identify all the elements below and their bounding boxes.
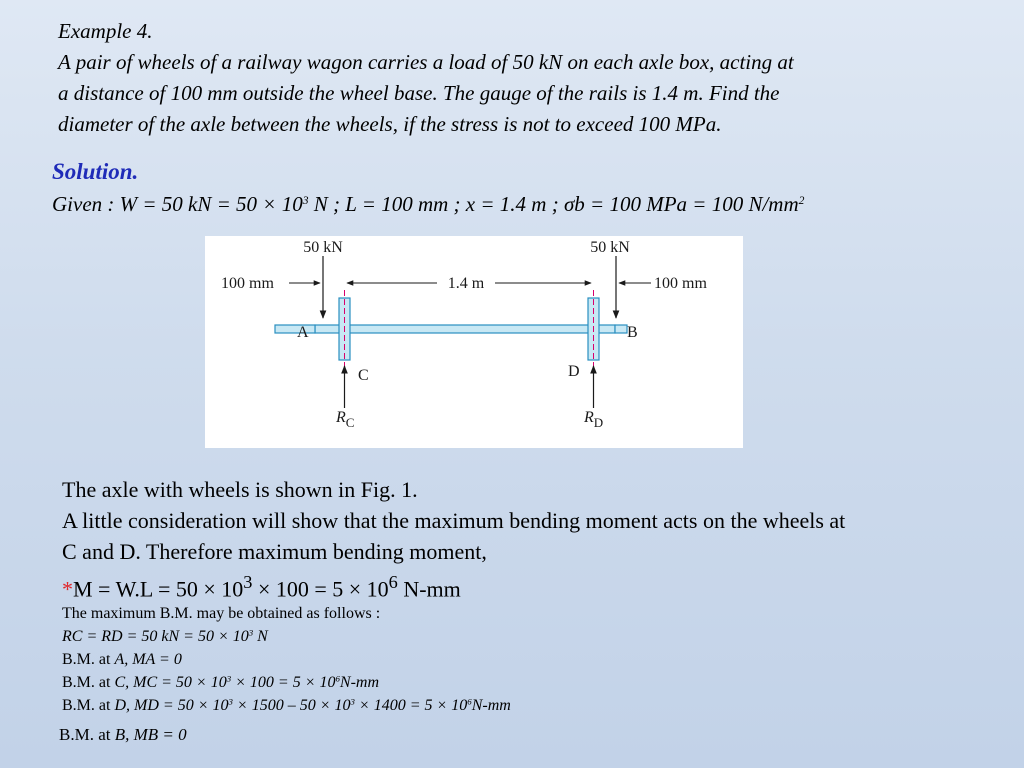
axle-box-a [275, 325, 315, 333]
label-point-b: B [627, 324, 638, 341]
bm-derivation [62, 602, 511, 717]
para-line-3: C and D. Therefore maximum bending moment, [62, 539, 487, 564]
bm-b-expr: B, MB = 0 [114, 725, 187, 744]
bm-d-label: B.M. at [62, 697, 115, 714]
bm-a-expr: A, MA = 0 [114, 651, 182, 668]
md-exp-3: 6 [467, 696, 472, 707]
md-exp-2: 3 [350, 696, 355, 707]
md-mid-1: × 1500 – 50 × 10 [232, 697, 351, 714]
reaction-d-sub: D [593, 415, 604, 430]
para-line-1: The axle with wheels is shown in Fig. 1. [62, 477, 418, 502]
label-load-right: 50 kN [590, 239, 630, 256]
mc-exp-1: 3 [226, 673, 232, 684]
given-values [52, 192, 804, 217]
md-post: N-mm [471, 697, 511, 714]
eq-pre: M = W.L = 50 × 10 [73, 576, 244, 602]
md-mid-2: × 1400 = 5 × 10 [354, 697, 468, 714]
eq-mid: × 100 = 5 × 10 [252, 576, 389, 602]
max-moment-equation [62, 567, 845, 604]
problem-line-1: A pair of wheels of a railway wagon carries a load of 50 kN on each axle box, acting at [58, 50, 794, 74]
rc-pre: RC = RD = 50 kN = 50 × 10 [62, 628, 249, 645]
label-point-d: D [568, 363, 580, 380]
problem-statement [58, 16, 998, 140]
mc-exp-2: 6 [335, 673, 340, 684]
problem-line-2: a distance of 100 mm outside the wheel base. The gauge of the rails is 1.4 m. Find the [58, 81, 780, 105]
axle-box-b [615, 325, 627, 333]
mc-pre: C, MC = 50 × 10 [114, 674, 227, 691]
bm-c-expr [114, 674, 379, 691]
bm-b-line [59, 725, 187, 745]
mc-mid: × 100 = 5 × 10 [231, 674, 336, 691]
md-exp-1: 3 [228, 696, 233, 707]
label-reaction-c [335, 409, 354, 430]
para-line-2: A little consideration will show that the maximum bending moment acts on the wheels at [62, 508, 846, 533]
reaction-line [62, 625, 511, 648]
given-exponent-2: 2 [798, 195, 805, 208]
eq-exp-1: 3 [243, 572, 253, 592]
eq-post: N-mm [397, 576, 461, 602]
label-load-left: 50 kN [303, 239, 343, 256]
derivation-intro: The maximum B.M. may be obtained as follows : [62, 605, 381, 622]
rc-exp: 3 [248, 627, 254, 638]
bm-d-expr [114, 697, 510, 714]
given-post: N ; L = 100 mm ; x = 1.4 m ; σb = 100 MPa = 100 N/mm [308, 192, 799, 216]
label-reaction-d [583, 409, 603, 430]
label-dim-center: 1.4 m [447, 275, 485, 292]
bm-b-label: B.M. at [59, 725, 115, 744]
reaction-c-sub: C [345, 415, 355, 430]
bm-c-line [62, 671, 511, 694]
eq-exp-2: 6 [388, 572, 398, 592]
reaction-d-main: R [584, 409, 594, 426]
bm-a-label: B.M. at [62, 651, 115, 668]
problem-line-3: diameter of the axle between the wheels, if the stress is not to exceed 100 MPa. [58, 112, 722, 136]
rc-post: N [253, 628, 268, 645]
given-pre: Given : W = 50 kN = 50 × 10 [52, 192, 303, 216]
axle-shaft [315, 325, 615, 333]
reaction-c-main: R [336, 409, 346, 426]
given-exponent-1: 3 [302, 195, 309, 208]
asterisk: * [62, 576, 73, 602]
example-heading: Example 4. [58, 19, 153, 43]
label-dim-left: 100 mm [221, 275, 274, 292]
axle-diagram [205, 236, 743, 448]
bm-a-line [62, 648, 511, 671]
mc-post: N-mm [339, 674, 380, 691]
md-pre: D, MD = 50 × 10 [114, 697, 229, 714]
explanation-paragraph [62, 474, 845, 604]
label-point-c: C [358, 367, 369, 384]
label-dim-right: 100 mm [654, 275, 707, 292]
bm-d-line [62, 694, 511, 717]
solution-heading: Solution. [52, 159, 139, 184]
axle-figure [205, 236, 743, 448]
label-point-a: A [297, 324, 309, 341]
bm-c-label: B.M. at [62, 674, 115, 691]
